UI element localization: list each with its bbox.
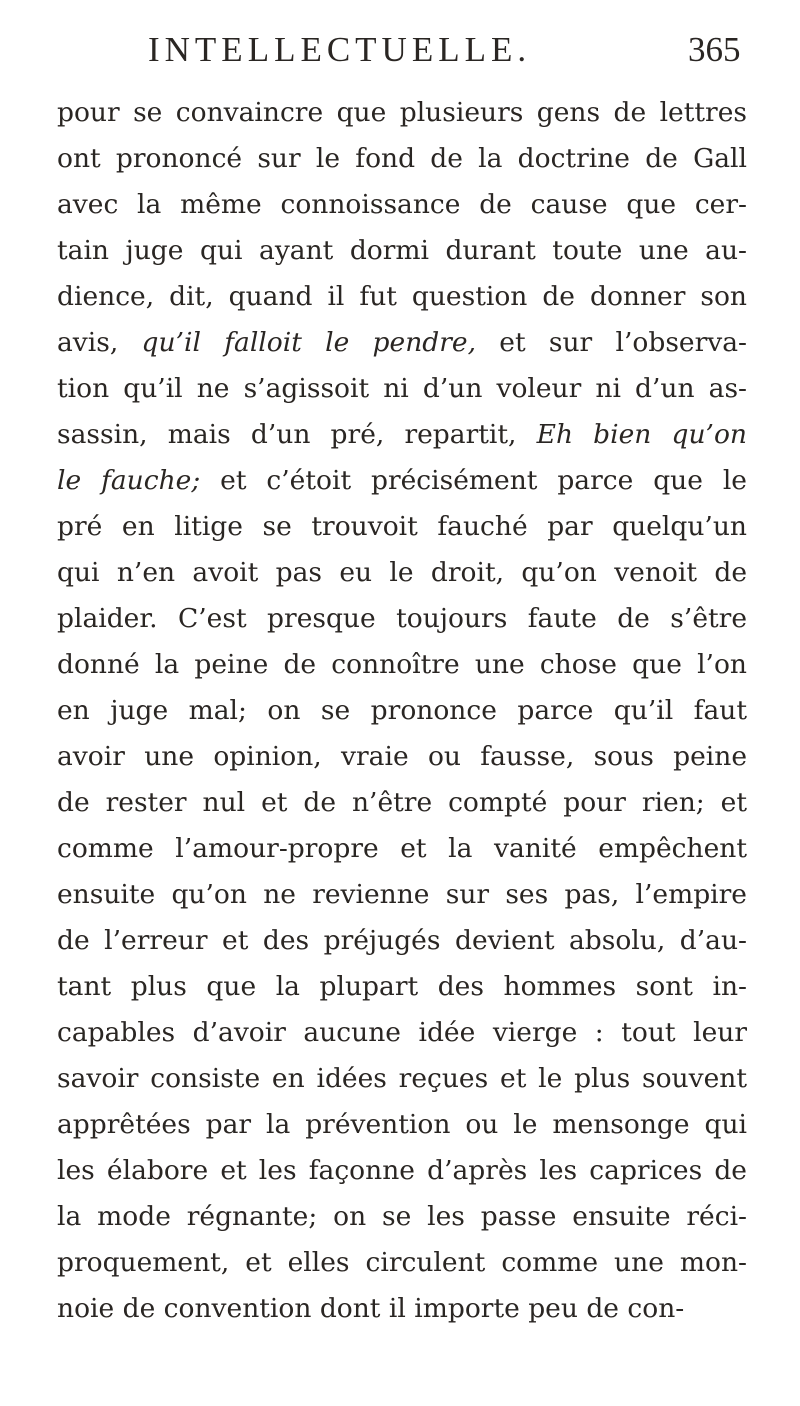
text-run: en juge mal; on se prononce parce qu’il faut [57,695,747,726]
text-run: pour se convaincre que plusieurs gens de lettres [57,97,747,128]
text-run: avoir une opinion, vraie ou fausse, sous peine [57,741,747,772]
text-line [57,918,747,964]
text-line [57,780,747,826]
text-line [57,1240,747,1286]
text-run: tion qu’il ne s’agissoit ni d’un voleur ni d’un as- [57,373,747,404]
text-run: plaider. C’est presque toujours faute de s’être [57,603,747,634]
text-run: capables d’avoir aucune idée vierge : tout leur [57,1017,747,1048]
text-run: ont prononcé sur le fond de la doctrine de Gall [57,143,747,174]
text-line [57,596,747,642]
text-run: savoir consiste en idées reçues et le plus souvent [57,1063,747,1094]
text-line [57,412,747,458]
text-line [57,1194,747,1240]
text-line [57,136,747,182]
text-line [57,274,747,320]
text-run: avec la même connoissance de cause que cer- [57,189,747,220]
text-run: apprêtées par la prévention ou le mensonge qui [57,1109,747,1140]
text-run: dience, dit, quand il fut question de donner son [57,281,747,312]
text-line [57,826,747,872]
text-run: la mode régnante; on se les passe ensuite réci- [57,1201,747,1232]
text-line [57,320,747,366]
text-run: sassin, mais d’un pré, repartit, [57,419,537,450]
text-run: tain juge qui ayant dormi durant toute une au- [57,235,747,266]
text-line [57,734,747,780]
text-line [57,550,747,596]
text-run: avis, [57,327,142,358]
text-line [57,964,747,1010]
text-run: tant plus que la plupart des hommes sont in- [57,971,747,1002]
text-run: de rester nul et de n’être compté pour rien; et [57,787,747,818]
body-text [57,90,747,1332]
text-run: proquement, et elles circulent comme une mon- [57,1247,747,1278]
italic-text-run: qu’il falloit le pendre, [141,327,477,358]
text-run: noie de convention dont il importe peu de con- [57,1293,685,1324]
text-run: comme l’amour-propre et la vanité empêchent [57,833,747,864]
text-line [57,688,747,734]
text-line [57,1056,747,1102]
italic-text-run: le fauche; [57,465,201,496]
text-line [57,872,747,918]
running-head: INTELLECTUELLE. [148,30,532,69]
text-line [57,90,747,136]
text-run: et c’étoit précisément parce que le [200,465,747,496]
text-line [57,1148,747,1194]
text-line [57,1102,747,1148]
text-run: donné la peine de connoître une chose que l’on [57,649,747,680]
text-line [57,182,747,228]
text-line [57,1010,747,1056]
text-run: les élabore et les façonne d’après les caprices de [57,1155,747,1186]
text-run: ensuite qu’on ne revienne sur ses pas, l’empire [57,879,747,910]
text-line [57,228,747,274]
text-run: et sur l’observa- [476,327,747,358]
text-run: qui n’en avoit pas eu le droit, qu’on venoit de [57,557,747,588]
text-line [57,642,747,688]
text-run: de l’erreur et des préjugés devient absolu, d’au- [57,925,747,956]
text-line [57,458,747,504]
italic-text-run: Eh bien qu’on [536,419,747,450]
page-number: 365 [688,30,741,69]
text-line [57,366,747,412]
text-run: pré en litige se trouvoit fauché par quelqu’un [57,511,747,542]
text-line [57,504,747,550]
text-line [57,1286,747,1332]
